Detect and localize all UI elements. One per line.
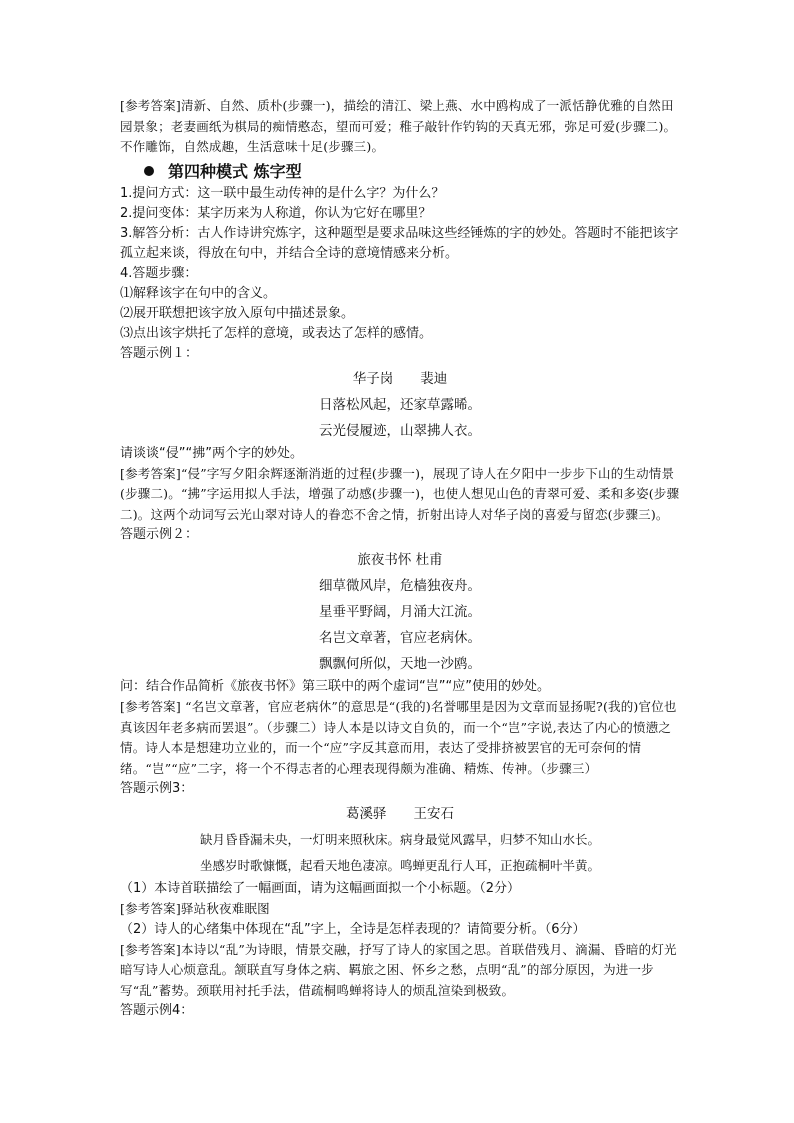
intro-answer: [参考答案]清新、自然、质朴(步骤一)，描绘的清江、梁上燕、水中鸥构成了一派恬静优雅的自然田园景象；老妻画纸为棋局的痴情憨态，望而可爱；稚子敲针作钓钩的天真无邪，弥足可爱(步骤二)。不作雕饰，自然成趣，生活意味十足(步骤三)。 (120, 98, 677, 154)
question: 请谈谈“侵”“拂”两个字的妙处。 (120, 445, 303, 461)
section-title-text: 第四种模式 炼字型 (168, 161, 302, 181)
step-item: 4.答题步骤： (120, 265, 198, 281)
example-label: 答题示例3： (120, 781, 194, 796)
answer: [参考答案] “名岂文章著，官应老病休”的意思是“(我的)名誉哪里是因为文章而显扬呢?(我的)官位也真该因年老多病而罢退”。（步骤二）诗人本是以诗文自负的，而一个“岂”字说,表达了内心的愤懑之情。诗人本是想建功立业的，而一个“应”字反其意而用，表达了受排挤被罢官的无可奈何的情绪。“岂”“应”二字，将一个不得志者的心理表现得颇为准确、精炼、传神。（步骤三） (120, 699, 677, 776)
question: （2）诗人的心绪集中体现在“乱”字上，全诗是怎样表现的？请简要分析。（6分） (120, 921, 586, 937)
step-item: ⑶点出该字烘托了怎样的意境，或表达了怎样的感情。 (120, 325, 433, 341)
question: （1）本诗首联描绘了一幅画面，请为这幅画面拟一个小标题。（2分） (120, 881, 521, 896)
poem-line: 飘飘何所似，天地一沙鸥。 (319, 656, 481, 672)
poem-line: 名岂文章著，官应老病休。 (319, 630, 481, 646)
bullet-icon (144, 166, 154, 176)
poem-line: 云光侵履迹，山翠拂人衣。 (319, 422, 481, 439)
answer: [参考答案]“侵”字写夕阳余辉逐渐消逝的过程(步骤一)，展现了诗人在夕阳中一步步下山的生动情景(步骤二)。“拂”字运用拟人手法，增强了动感(步骤一)，也使人想见山色的青翠可爱、柔和多姿(步骤二)。这两个动词写云光山翠对诗人的眷恋不舍之情，折射出诗人对华子岗的喜爱与留恋(步骤三)。 (120, 465, 680, 522)
poem-line: 星垂平野阔，月涌大江流。 (319, 604, 481, 620)
poem-line: 细草微风岸，危樯独夜舟。 (319, 578, 481, 594)
poem-title: 旅夜书怀 杜甫 (357, 552, 443, 568)
document-page (120, 96, 680, 1021)
step-item: 1.提问方式：这一联中最生动传神的是什么字？为什么？ (120, 185, 445, 201)
answer: [参考答案]本诗以“乱”为诗眼，情景交融，抒写了诗人的家国之思。首联借残月、滴漏、昏暗的灯光暗写诗人心烦意乱。颔联直写身体之病、羁旅之困、怀乡之愁，点明“乱”的部分原因，为进一步写“乱”蓄势。颈联用衬托手法，借疏桐鸣蝉将诗人的烦乱渲染到极致。 (120, 941, 677, 998)
example-label: 答题示例１： (120, 345, 199, 361)
example-label: 答题示例２： (120, 527, 199, 542)
example-label: 答题示例4： (120, 1003, 194, 1018)
answer: [参考答案]驿站秋夜难眠图 (120, 901, 270, 916)
step-item: 3.解答分析：古人作诗讲究炼字，这种题型是要求品味这些经锤炼的字的妙处。答题时不能把该字孤立起来谈，得放在句中，并结合全诗的意境情感来分析。 (120, 225, 679, 261)
step-item: 2.提问变体：某字历来为人称道，你认为它好在哪里？ (120, 205, 432, 221)
question: 问：结合作品简析《旅夜书怀》第三联中的两个虚词“岂”“应”使用的妙处。 (120, 679, 550, 694)
poem-line: 坐感岁时歌慷慨，起看天地色凄凉。鸣蝉更乱行人耳，正抱疏桐叶半黄。 (199, 858, 600, 873)
step-item: ⑴解释该字在句中的含义。 (120, 285, 277, 301)
step-item: ⑵展开联想把该字放入原句中描述景象。 (120, 305, 355, 321)
poem-title: 葛溪驿 王安石 (346, 806, 454, 822)
poem-line: 缺月昏昏漏未央，一灯明来照秋床。病身最觉风露早，归梦不知山水长。 (199, 832, 600, 847)
poem-title: 华子岗 裴迪 (352, 370, 448, 387)
section-title (144, 160, 680, 184)
poem-line: 日落松风起，还家草露晞。 (319, 396, 481, 413)
